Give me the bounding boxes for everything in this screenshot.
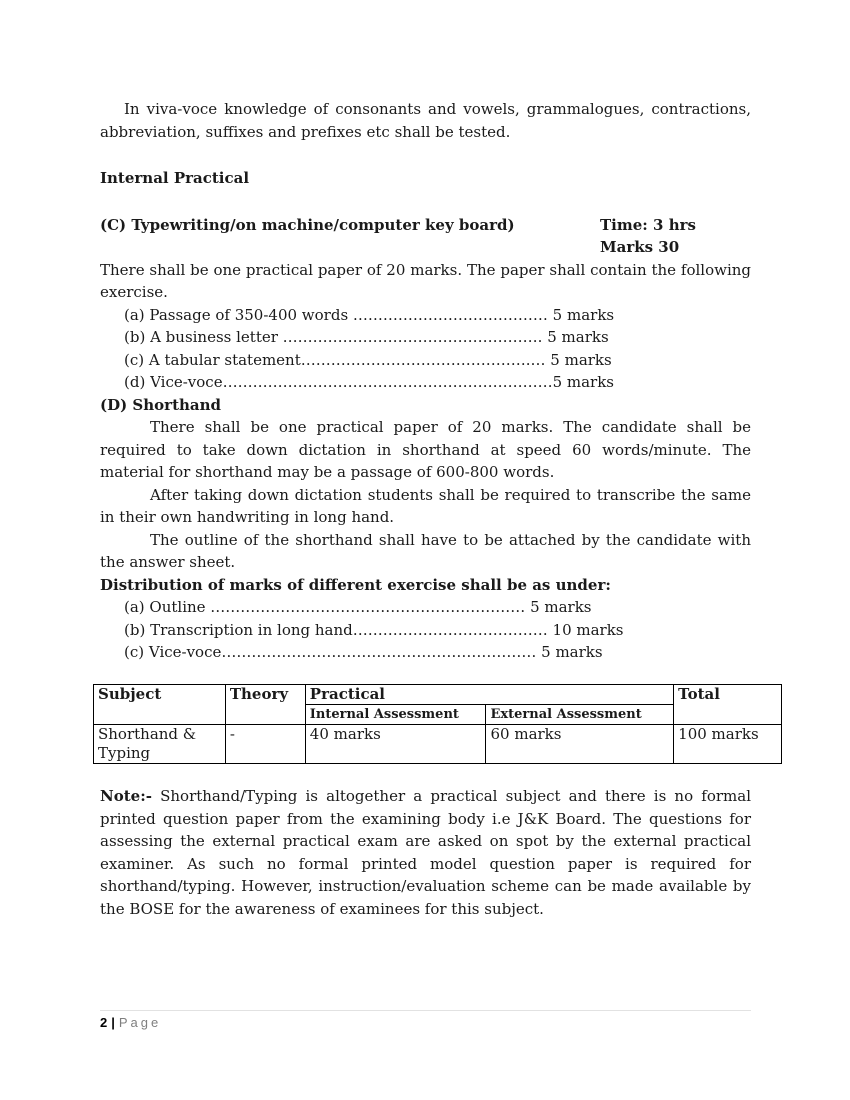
distribution-heading: Distribution of marks of different exercise shall be as under: [100, 575, 611, 594]
header-subject: Subject [94, 685, 226, 725]
section-c-title: (C) Typewriting/on machine/computer key board) [100, 215, 515, 234]
header-total: Total [674, 685, 782, 725]
table-header-row [94, 685, 782, 705]
section-c-description: There shall be one practical paper of 20 marks. The paper shall contain the following exercise. [100, 260, 751, 301]
internal-practical-heading: Internal Practical [100, 169, 250, 187]
header-practical: Practical [305, 685, 673, 705]
section-c-header [100, 214, 751, 237]
section-c-time: Time: 3 hrs [600, 215, 696, 234]
note-paragraph [100, 785, 751, 920]
cell-theory: - [225, 725, 305, 764]
list-item: (c) Vice-voce……………………………………………………… 5 marks [124, 643, 603, 661]
section-d-paragraph-3: The outline of the shorthand shall have to be attached by the candidate with the answer sheet. [100, 530, 751, 571]
list-item: (b) Transcription in long hand………………………………… 10 marks [124, 620, 624, 639]
page-label: Page [118, 1015, 162, 1030]
intro-paragraph: In viva-voce knowledge of consonants and vowels, grammalogues, contractions, abbreviation, suffixes and prefixes etc shall be tested. [100, 100, 751, 141]
note-label: Note:- [100, 787, 152, 805]
list-item: (b) A business letter ……………………………………………. 5 marks [124, 328, 609, 346]
section-d-list [124, 596, 751, 664]
cell-external: 60 marks [486, 725, 674, 764]
section-c-list [124, 304, 751, 394]
list-item: (a) Outline ……………………………………………………… 5 marks [124, 598, 592, 616]
list-item: (a) Passage of 350-400 words ………………………………… 5 marks [124, 305, 615, 324]
cell-subject: Shorthand & Typing [94, 725, 226, 764]
document-body [100, 98, 751, 664]
cell-total: 100 marks [674, 725, 782, 764]
page-number: 2 [100, 1015, 108, 1030]
list-item: (c) A tabular statement……………………………………….… 5 marks [124, 350, 612, 369]
page-footer [100, 1010, 751, 1030]
note-text: Shorthand/Typing is altogether a practical subject and there is no formal printed question paper from the examining body i.e J&K Board. The questions for assessing the external practical exam are asked on spot by the external practical examiner. As such no formal printed model question paper is required for shorthand/typing. However, instruction/evaluation scheme can be made available by the BOSE for the awareness of examinees for this subject. [100, 787, 751, 918]
section-d-title: (D) Shorthand [100, 395, 222, 414]
header-external-assessment: External Assessment [486, 705, 674, 725]
table-row [94, 725, 782, 764]
section-c-marks-row [100, 236, 751, 259]
section-d-paragraph-2: After taking down dictation students shall be required to transcribe the same in their own handwriting in long hand. [100, 485, 751, 526]
footer-separator: | [111, 1015, 115, 1030]
section-d-paragraph-1: There shall be one practical paper of 20 marks. The candidate shall be required to take down dictation in shorthand at speed 60 words/minute. The material for shorthand may be a passage of 600-800 words. [100, 418, 751, 481]
section-c-marks: Marks 30 [600, 238, 680, 256]
list-item: (d) Vice-voce…………………………………………………………5 marks [124, 373, 615, 391]
marks-table [93, 684, 782, 764]
header-internal-assessment: Internal Assessment [305, 705, 486, 725]
cell-internal: 40 marks [305, 725, 486, 764]
header-theory: Theory [225, 685, 305, 725]
